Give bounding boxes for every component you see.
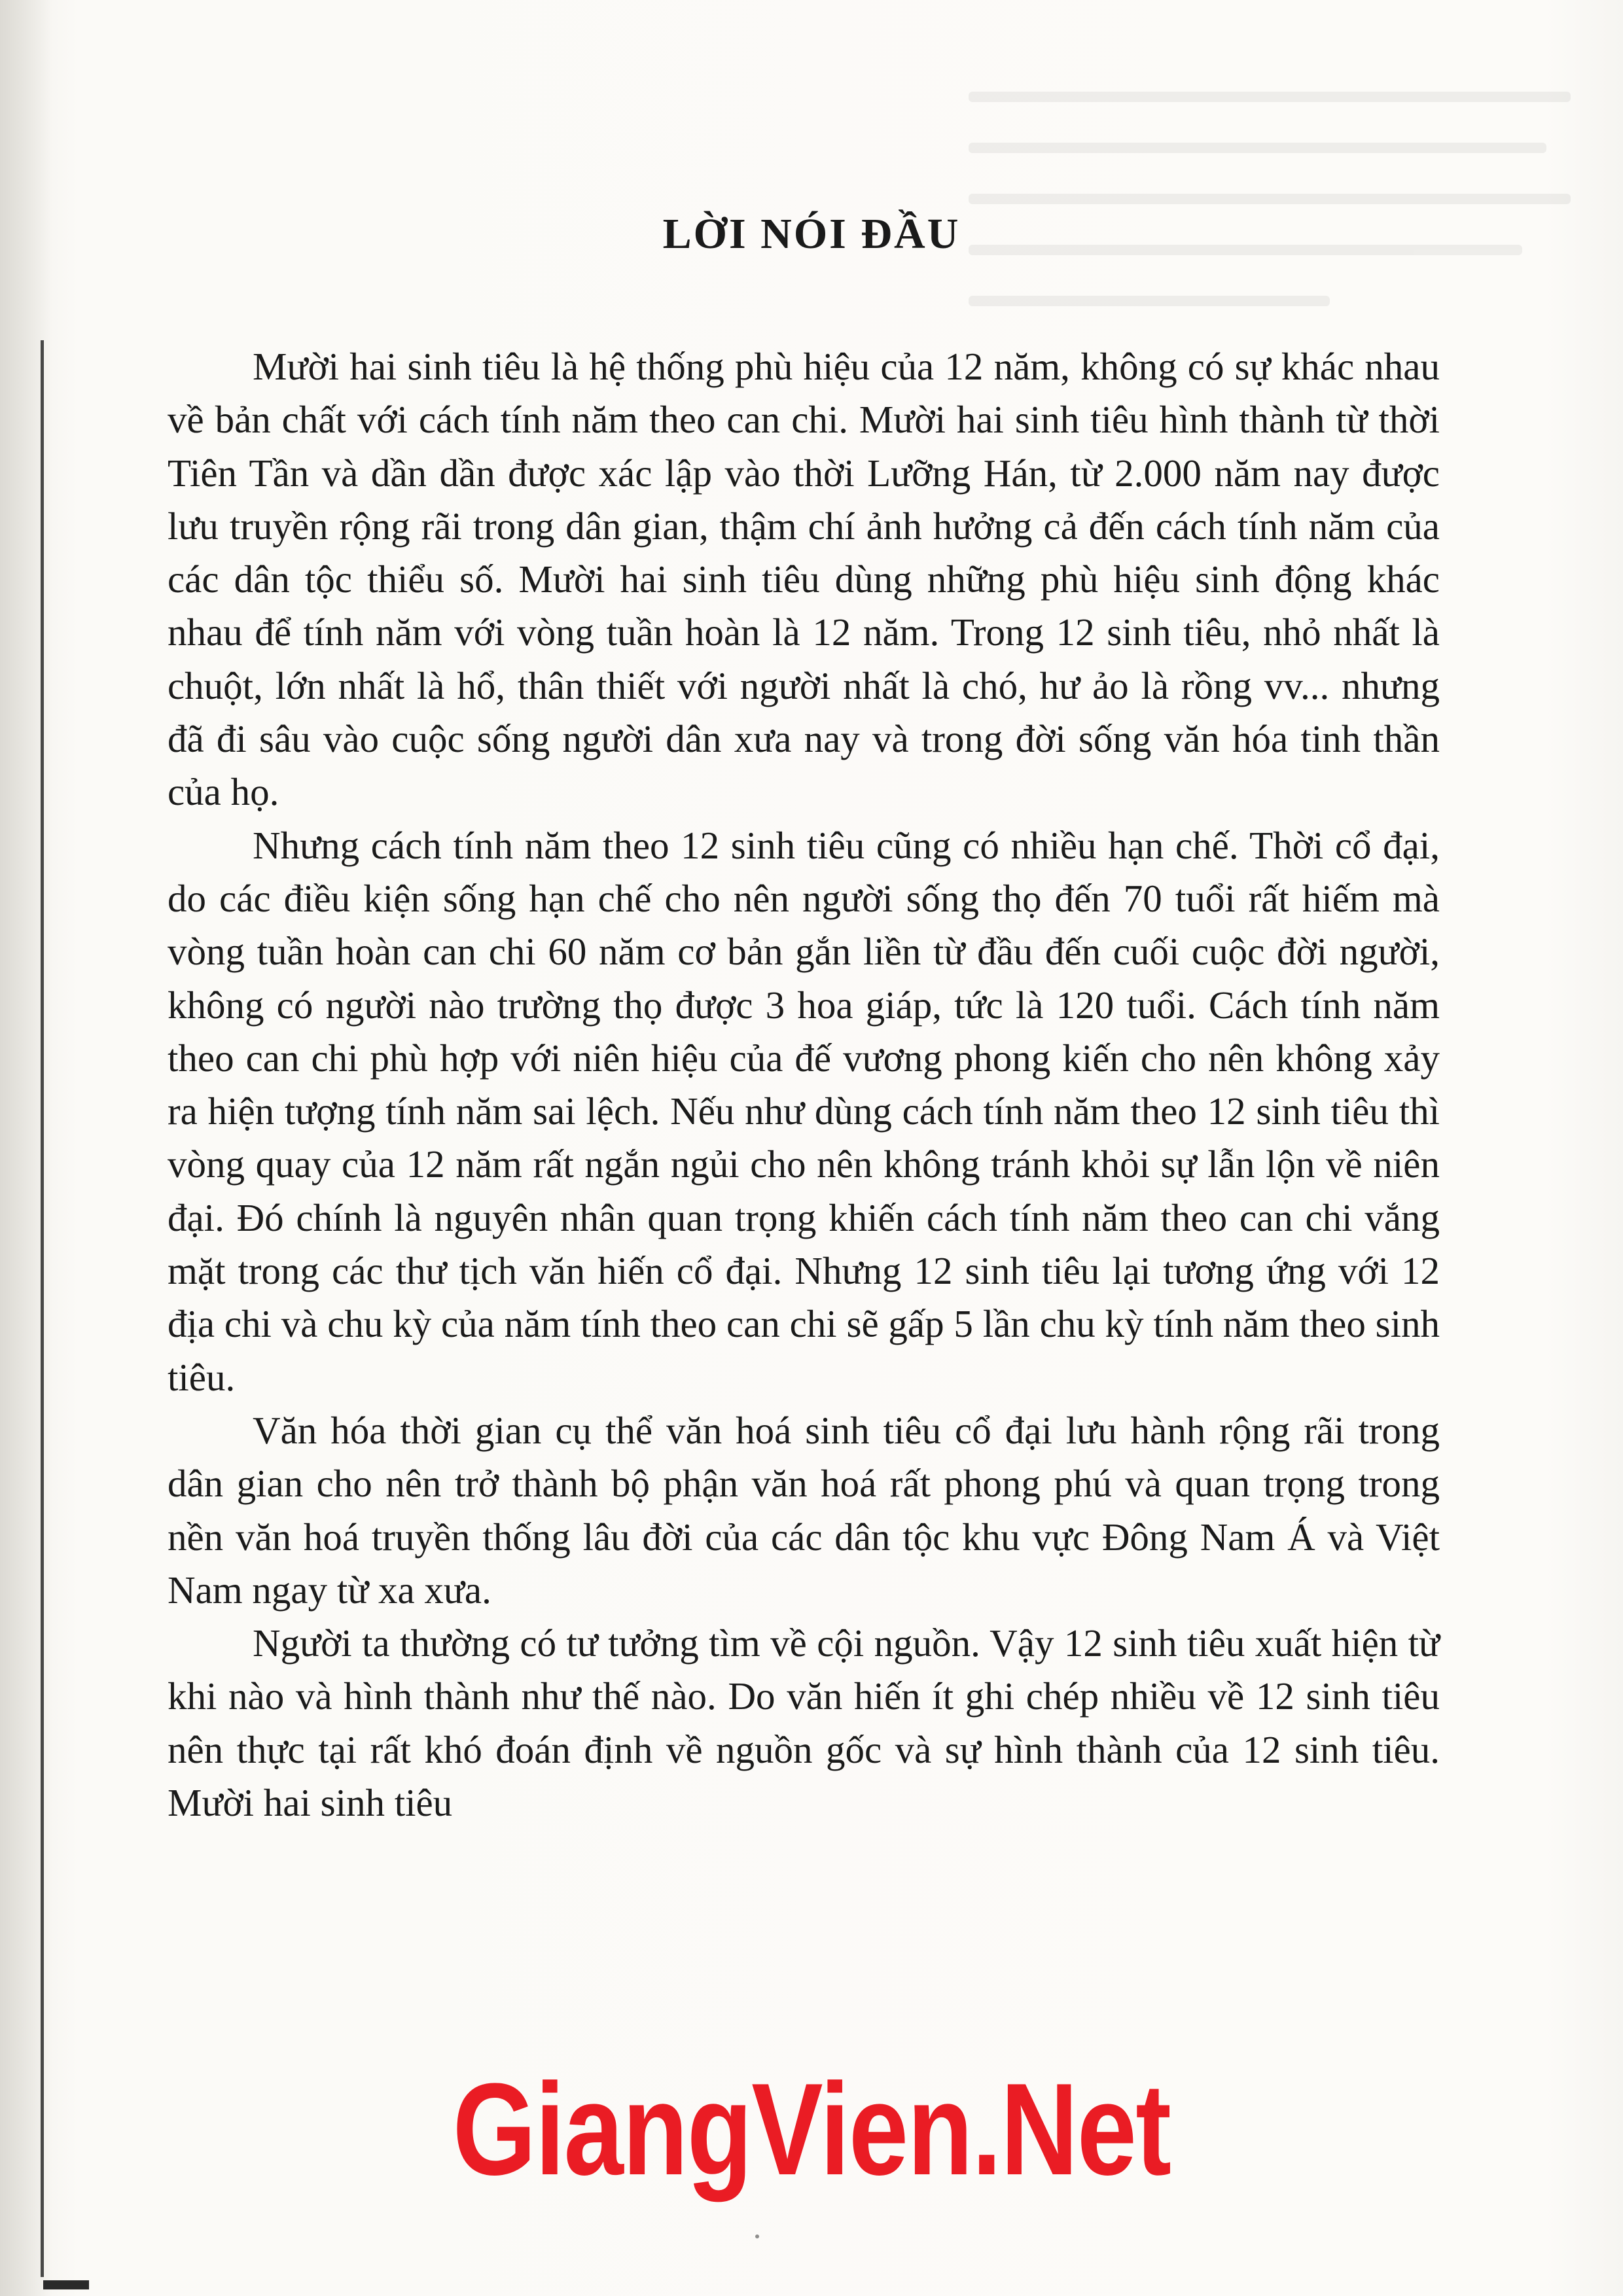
- binding-edge-mark: [43, 2280, 89, 2289]
- bleed-through-line: [969, 296, 1330, 306]
- bleed-through-line: [969, 143, 1546, 153]
- paragraph: Nhưng cách tính năm theo 12 sinh tiêu cũng có nhiều hạn chế. Thời cổ đại, do các điều kiện sống hạn chế cho nên người sống thọ đến 70 tuổi rất hiếm mà vòng tuần hoàn can chi 60 năm cơ bản gắn liền từ đầu đến cuối cuộc đời người, không có người nào trường thọ được 3 hoa giáp, tức là 120 tuổi. Cách tính năm theo can chi phù hợp với niên hiệu của đế vương phong kiến cho nên không xảy ra hiện tượng tính năm sai lệch. Nếu như dùng cách tính năm theo 12 sinh tiêu thì vòng quay của 12 năm rất ngắn ngủi cho nên không tránh khỏi sự lẫn lộn về niên đại. Đó chính là nguyên nhân quan trọng khiến cách tính năm theo can chi vắng mặt trong các thư tịch văn hiến cổ đại. Nhưng 12 sinh tiêu lại tương ứng với 12 địa chi và chu kỳ của năm tính theo can chi sẽ gấp 5 lần chu kỳ tính năm theo sinh tiêu.: [168, 823, 1440, 1399]
- body-text: [168, 340, 1440, 1829]
- paragraph: Mười hai sinh tiêu là hệ thống phù hiệu của 12 năm, không có sự khác nhau về bản chất với cách tính năm theo can chi. Mười hai sinh tiêu hình thành từ thời Tiên Tần và dần dần được xác lập vào thời Lưỡng Hán, từ 2.000 năm nay được lưu truyền rộng rãi trong dân gian, thậm chí ảnh hưởng cả đến cách tính năm của các dân tộc thiểu số. Mười hai sinh tiêu dùng những phù hiệu sinh động khác nhau để tính năm với vòng tuần hoàn là 12 năm. Trong 12 sinh tiêu, nhỏ nhất là chuột, lớn nhất là hổ, thân thiết với người nhất là chó, hư ảo là rồng vv... nhưng đã đi sâu vào cuộc sống người dân xưa nay và trong đời sống văn hóa tinh thần của họ.: [168, 345, 1440, 814]
- paragraph: Người ta thường có tư tưởng tìm về cội nguồn. Vậy 12 sinh tiêu xuất hiện từ khi nào và hình thành như thế nào. Do văn hiến ít ghi chép nhiều về 12 sinh tiêu nên thực tại rất khó đoán định về nguồn gốc và sự hình thành của 12 sinh tiêu. Mười hai sinh tiêu: [168, 1621, 1440, 1825]
- paragraph: Văn hóa thời gian cụ thể văn hoá sinh tiêu cổ đại lưu hành rộng rãi trong dân gian cho nên trở thành bộ phận văn hoá rất phong phú và quan trọng trong nền văn hoá truyền thống lâu đời của các dân tộc khu vực Đông Nam Á và Việt Nam ngay từ xa xưa.: [168, 1408, 1440, 1612]
- bleed-through-line: [969, 194, 1571, 204]
- page-title: LỜI NÓI ĐẦU: [662, 210, 961, 258]
- watermark-logo: GiangVien.Net: [452, 2057, 1171, 2202]
- binding-edge-line: [41, 340, 44, 2277]
- page-edge-shadow: [0, 0, 52, 2296]
- speck: [755, 2234, 759, 2238]
- bleed-through-line: [969, 92, 1571, 102]
